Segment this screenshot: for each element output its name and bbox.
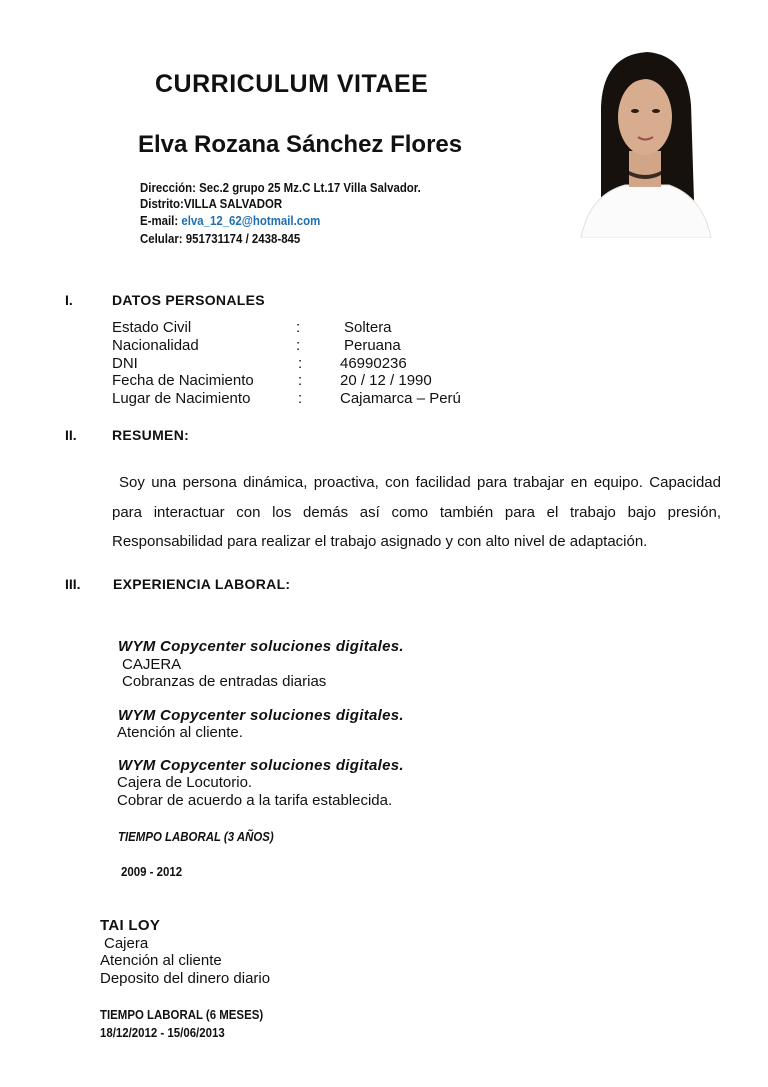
job-role: Cajera	[104, 935, 149, 952]
tenure-label: TIEMPO LABORAL (3 AÑOS)	[118, 829, 274, 844]
profile-photo	[575, 47, 713, 238]
candidate-name: Elva Rozana Sánchez Flores	[138, 131, 463, 158]
personal-label-marital: Estado Civil	[112, 319, 192, 336]
tenure-label: TIEMPO LABORAL (6 MESES)	[100, 1007, 264, 1022]
job-role: Cajera de Locutorio.	[117, 774, 253, 791]
personal-value-birthplace: Cajamarca – Perú	[340, 390, 461, 407]
personal-sep: :	[298, 372, 303, 389]
job-company: WYM Copycenter soluciones digitales.	[118, 638, 404, 655]
district-line: Distrito:VILLA SALVADOR	[140, 196, 283, 211]
section-number-2: II.	[65, 427, 77, 443]
job-duty: Cobrar de acuerdo a la tarifa establecida.	[117, 792, 393, 809]
summary-block	[112, 468, 721, 557]
personal-value-marital: Soltera	[344, 319, 392, 336]
job-company: TAI LOY	[100, 917, 161, 934]
personal-sep: :	[298, 355, 303, 372]
personal-label-birthplace: Lugar de Nacimiento	[112, 390, 251, 407]
job-company: WYM Copycenter soluciones digitales.	[118, 707, 404, 724]
personal-sep: :	[296, 319, 301, 336]
section-title-summary: RESUMEN:	[112, 427, 190, 443]
personal-label-nationality: Nacionalidad	[112, 337, 199, 354]
email-line	[140, 213, 320, 228]
personal-value-nationality: Peruana	[344, 337, 401, 354]
section-title-experience: EXPERIENCIA LABORAL:	[113, 576, 291, 592]
email-label: E-mail:	[140, 213, 182, 228]
personal-sep: :	[296, 337, 301, 354]
job-duty: Deposito del dinero diario	[100, 970, 271, 987]
personal-value-dni: 46990236	[340, 355, 407, 372]
document-title: CURRICULUM VITAEE	[155, 70, 429, 98]
job-company: WYM Copycenter soluciones digitales.	[118, 757, 404, 774]
summary-paragraph: Soy una persona dinámica, proactiva, con facilidad para trabajar en equipo. Capacidad para interactuar con los demás así como también para el trabajo bajo presión, Responsabilidad para realizar el trabajo asignado y con alto nivel de adaptación.	[112, 474, 721, 550]
job-duty: Atención al cliente.	[117, 724, 243, 741]
personal-label-birthdate: Fecha de Nacimiento	[112, 372, 254, 389]
job-role: CAJERA	[122, 656, 182, 673]
section-number-1: I.	[65, 292, 73, 308]
job-duty: Cobranzas de entradas diarias	[122, 673, 327, 690]
tenure-period: 2009 - 2012	[121, 864, 183, 879]
job-duty: Atención al cliente	[100, 952, 222, 969]
address-line: Dirección: Sec.2 grupo 25 Mz.C Lt.17 Villa Salvador.	[140, 180, 421, 195]
personal-label-dni: DNI	[112, 355, 138, 372]
section-number-3: III.	[65, 576, 81, 592]
personal-value-birthdate: 20 / 12 / 1990	[340, 372, 432, 389]
email-link[interactable]: elva_12_62@hotmail.com	[181, 213, 321, 228]
tenure-period: 18/12/2012 - 15/06/2013	[100, 1025, 225, 1040]
section-title-personal: DATOS PERSONALES	[112, 292, 265, 308]
phone-line: Celular: 951731174 / 2438-845	[140, 231, 301, 246]
personal-sep: :	[298, 390, 303, 407]
